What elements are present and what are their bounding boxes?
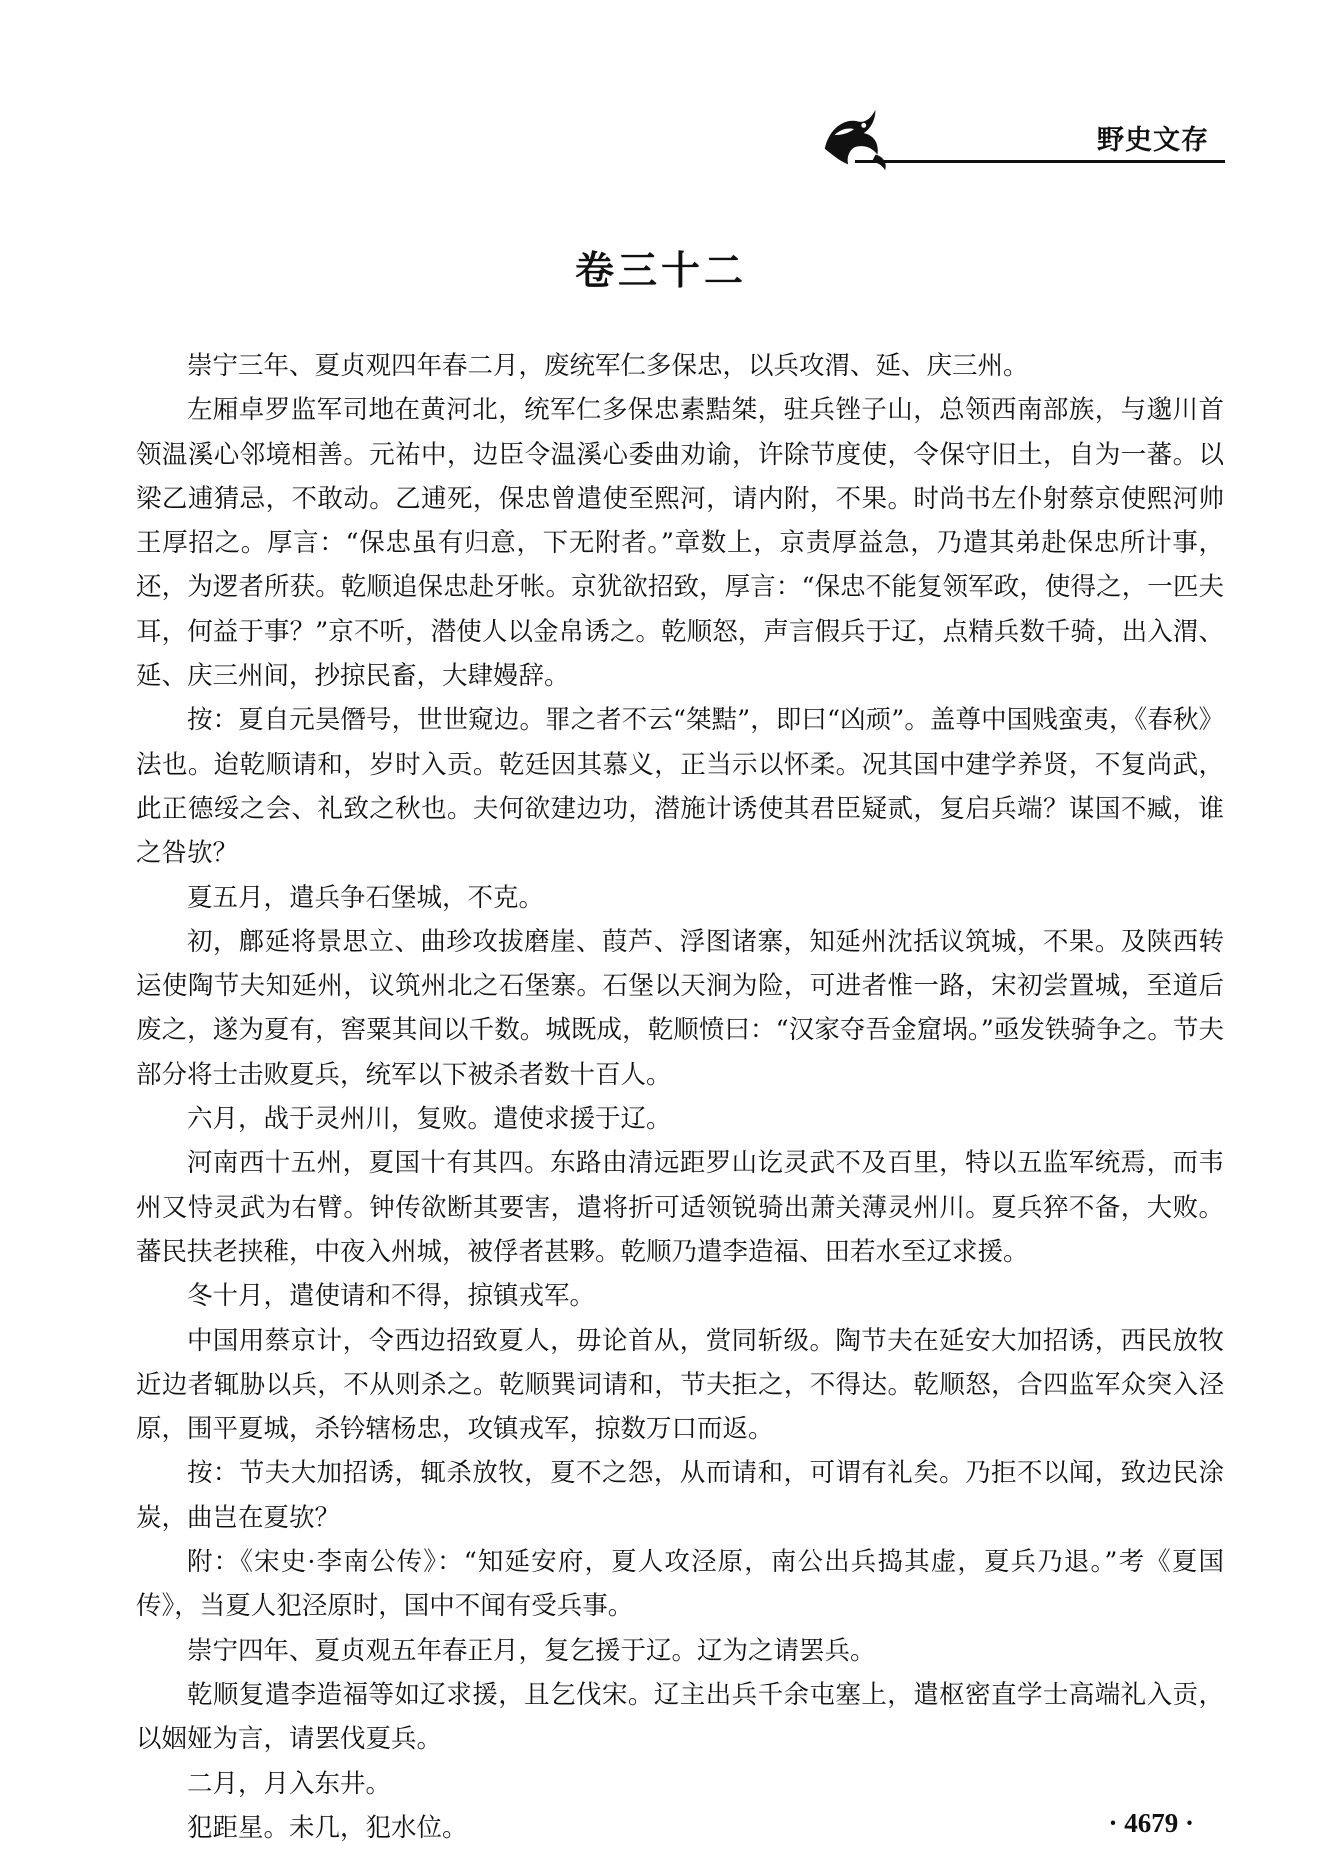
paragraph: 左厢卓罗监军司地在黄河北，统军仁多保忠素黠桀，驻兵锉子山，总领西南部族，与邈川首领温溪心邻境相善。元祐中，边臣令温溪心委曲劝谕，许除节度使，令保守旧土，自为一蕃。以梁乙逋猜忌，不敢动。乙逋死，保忠曾遣使至熙河，请内附，不果。时尚书左仆射蔡京使熙河帅王厚招之。厚言：“保忠虽有归意，下无附者。”章数上，京责厚益急，乃遣其弟赴保忠所计事，还，为逻者所获。乾顺追保忠赴牙帐。京犹欲招致，厚言：“保忠不能复领军政，使得之，一匹夫耳，何益于事？”京不听，潜使人以金帛诱之。乾顺怒，声言假兵于辽，点精兵数千骑，出入渭、延、庆三州间，抄掠民畜，大肆嫚辞。 <box>136 395 1224 692</box>
page-number: · 4679 · <box>1108 1808 1194 1838</box>
paragraph: 崇宁三年、夏贞观四年春二月，废统军仁多保忠，以兵攻渭、延、庆三州。 <box>187 351 1029 381</box>
paragraph: 按：夏自元昊僭号，世世窥边。罪之者不云“桀黠”，即曰“凶顽”。盖尊中国贱蛮夷，《春秋》法也。迨乾顺请和，岁时入贡。乾廷因其慕义，正当示以怀柔。况其国中建学养贤，不复尚武，此正德绥之会、礼致之秋也。夫何欲建边功，潜施计诱使其君臣疑贰，复启兵端？谋国不臧，谁之咎欤？ <box>136 705 1224 869</box>
header-rule <box>855 160 1225 163</box>
paragraph: 二月，月入东井。 <box>187 1768 392 1799</box>
paragraph: 冬十月，遣使请和不得，掠镇戎军。 <box>187 1281 596 1312</box>
header-title: 野史文存 <box>1097 125 1209 156</box>
chapter-title: 卷三十二 <box>574 249 747 294</box>
paragraph: 河南西十五州，夏国十有其四。东路由清远距罗山讫灵武不及百里，特以五监军统焉，而韦州又恃灵武为右臂。钟传欲断其要害，遣将折可适领锐骑出萧关薄灵州川。夏兵猝不备，大败。蕃民扶老挟稚，中夜入州城，被俘者甚夥。乾顺乃遣李造福、田若水至辽求援。 <box>136 1148 1224 1267</box>
paragraph: 乾顺复遣李造福等如辽求援，且乞伐宋。辽主出兵千余屯塞上，遣枢密直学士高端礼入贡，以姻娅为言，请罢伐夏兵。 <box>136 1679 1224 1755</box>
paragraph: 崇宁四年、夏贞观五年春正月，复乞援于辽。辽为之请罢兵。 <box>187 1635 876 1666</box>
body-text <box>136 344 1224 1850</box>
paragraph: 犯距星。未几，犯水位。 <box>187 1812 468 1843</box>
paragraph: 六月，战于灵州川，复败。遣使求援于辽。 <box>187 1104 672 1135</box>
paragraph: 初，鄜延将景思立、曲珍攻拔磨崖、葭芦、浮图诸寨，知延州沈括议筑城，不果。及陕西转运使陶节夫知延州，议筑州北之石堡寨。石堡以天涧为险，可进者惟一路，宋初尝置城，至道后废之，遂为夏有，窖粟其间以千数。城既成，乾顺愤曰：“汉家夺吾金窟埚。”亟发铁骑争之。节夫部分将士击败夏兵，统军以下被杀者数十百人。 <box>136 926 1224 1090</box>
paragraph: 夏五月，遣兵争石堡城，不克。 <box>187 882 545 913</box>
running-header <box>815 120 1225 166</box>
paragraph: 附：《宋史·李南公传》：“知延安府，夏人攻泾原，南公出兵捣其虚，夏兵乃退。”考《夏国传》，当夏人犯泾原时，国中不闻有受兵事。 <box>136 1547 1224 1622</box>
paragraph: 中国用蔡京计，令西边招致夏人，毋论首从，赏同斩级。陶节夫在延安大加招诱，西民放牧近边者辄胁以兵，不从则杀之。乾顺巽词请和，节夫拒之，不得达。乾顺怒，合四监军众突入泾原，围平夏城，杀钤辖杨忠，攻镇戎军，掠数万口而返。 <box>136 1325 1224 1445</box>
paragraph: 按：节夫大加招诱，辄杀放牧，夏不之怨，从而请和，可谓有礼矣。乃拒不以闻，致边民涂炭，曲岂在夏欤？ <box>136 1458 1224 1533</box>
dragon-logo-icon <box>815 100 893 178</box>
